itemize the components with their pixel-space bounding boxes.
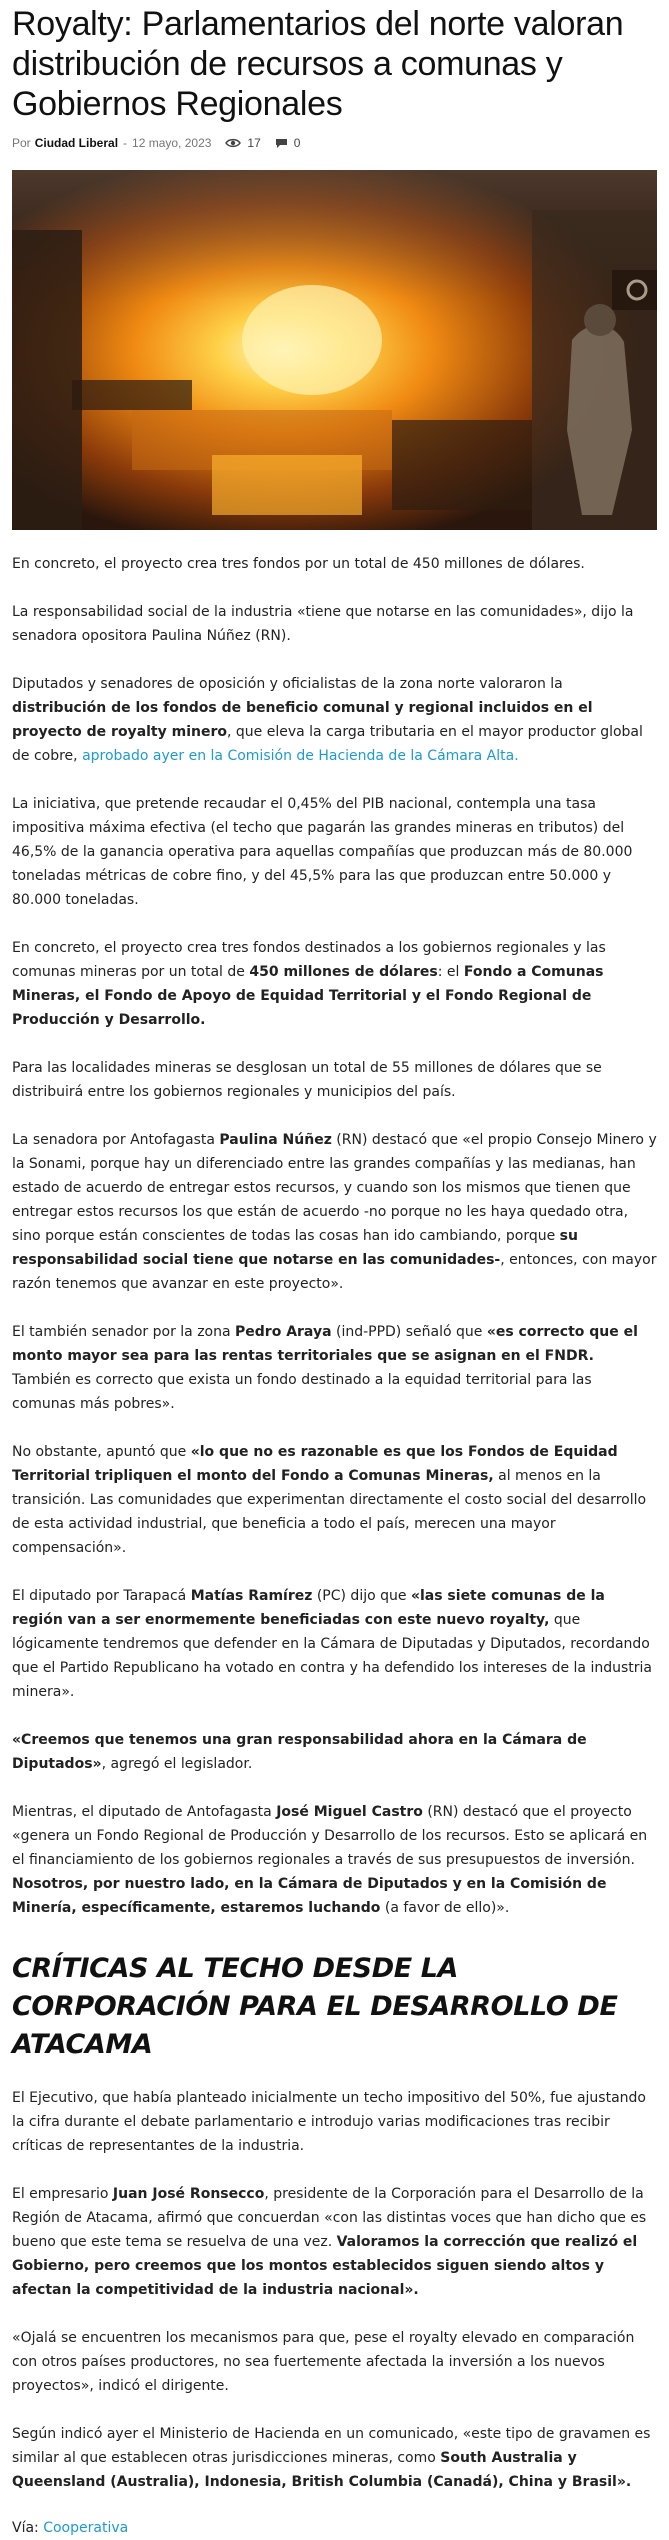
paragraph: El Ejecutivo, que había planteado inicialmente un techo impositivo del 50%, fue ajustando la cifra durante el debate parlamentario e introdujo varias modificaciones tras recibir críticas de representantes de la industria. (12, 2090, 646, 2154)
paragraph: «Ojalá se encuentren los mecanismos para que, pese el royalty elevado en comparación con otros países productores, no sea fuertemente afectada la inversión a los nuevos proyectos», indicó el dirigente. (12, 2330, 635, 2394)
paragraph: La senadora por Antofagasta Paulina Núñez (RN) destacó que «el propio Consejo Minero y la Sonami, porque hay un diferenciado entre las grandes compañías y las medianas, han estado de acuerdo de entregar estos recursos, y cuando son los mismos que tienen que entregar estos recursos los que están de acuerdo -no porque no les haya quedado otra, sino porque están conscientes de todas las cosas han ido cambiando, porque su responsabilidad social tiene que notarse en las comunidades-, entonces, con mayor razón tenemos que avanzar en este proyecto». (12, 1132, 657, 1292)
hacienda-commission-link[interactable]: aprobado ayer en la Comisión de Hacienda de la Cámara Alta. (82, 748, 519, 764)
author-link[interactable]: Ciudad Liberal (34, 136, 119, 150)
meta-separator: - (123, 136, 128, 150)
by-label: Por (12, 136, 31, 150)
via-label: Vía: (12, 2520, 44, 2536)
eye-icon (225, 138, 241, 148)
paragraph: En concreto, el proyecto crea tres fondos por un total de 450 millones de dólares. (12, 556, 585, 572)
article-body (12, 552, 657, 2540)
comment-icon (275, 138, 288, 149)
views-count (225, 136, 260, 150)
article-hero-image (12, 170, 657, 530)
section-heading: CRÍTICAS AL TECHO DESDE LA CORPORACIÓN PARA EL DESARROLLO DE ATACAMA (12, 1953, 618, 2060)
paragraph: «Creemos que tenemos una gran responsabilidad ahora en la Cámara de Diputados», agregó el legislador. (12, 1732, 587, 1772)
paragraph: La iniciativa, que pretende recaudar el 0,45% del PIB nacional, contempla una tasa impositiva máxima efectiva (el techo que pagarán las grandes mineras en tributos) del 46,5% de la ganancia operativa para aquellas compañías que produzcan más de 80.000 toneladas métricas de cobre fino, y del 45,5% para las que produzcan entre 50.000 y 80.000 toneladas. (12, 796, 633, 908)
paragraph: El empresario Juan José Ronsecco, presidente de la Corporación para el Desarrollo de la Región de Atacama, afirmó que concuerdan «con las distintas voces que han dicho que es bueno que este tema se resuelva de una vez. Valoramos la corrección que realizó el Gobierno, pero creemos que los montos establecidos siguen siendo altos y afectan la competitividad de la industria nacional». (12, 2186, 647, 2298)
paragraph: El también senador por la zona Pedro Araya (ind-PPD) señaló que «es correcto que el monto mayor sea para las rentas territoriales que se asignan en el FNDR. También es correcto que exista un fondo destinado a la equidad territorial para las comunas más pobres». (12, 1324, 638, 1412)
paragraph: Diputados y senadores de oposición y oficialistas de la zona norte valoraron la distribución de los fondos de beneficio comunal y regional incluidos en el proyecto de royalty minero, que eleva la carga tributaria en el mayor productor global de cobre, aprobado ayer en la Comisión de Hacienda de la Cámara Alta. (12, 676, 643, 764)
paragraph: No obstante, apuntó que «lo que no es razonable es que los Fondos de Equidad Territorial tripliquen el monto del Fondo a Comunas Mineras, al menos en la transición. Las comunidades que experimentan directamente el costo social del desarrollo de esta actividad industrial, que beneficia a todo el país, merecen una mayor compensación». (12, 1444, 647, 1556)
paragraph: La responsabilidad social de la industria «tiene que notarse en las comunidades», dijo la senadora opositora Paulina Núñez (RN). (12, 604, 634, 644)
comments-count[interactable] (275, 136, 301, 150)
article-meta (12, 134, 657, 152)
paragraph: Según indicó ayer el Ministerio de Hacienda en un comunicado, «este tipo de gravamen es similar al que establecen otras jurisdicciones mineras, como South Australia y Queensland (Australia), Indonesia, British Columbia (Canadá), China y Brasil». (12, 2426, 651, 2490)
views-value: 17 (247, 136, 261, 150)
publish-date: 12 mayo, 2023 (132, 136, 212, 150)
paragraph: El diputado por Tarapacá Matías Ramírez (PC) dijo que «las siete comunas de la región van a ser enormemente beneficiadas con este nuevo royalty, que lógicamente tendremos que defender en la Cámara de Diputadas y Diputados, recordando que el Partido Republicano ha votado en contra y ha defendido los intereses de la industria minera». (12, 1588, 652, 1700)
paragraph: Para las localidades mineras se desglosan un total de 55 millones de dólares que se distribuirá entre los gobiernos regionales y municipios del país. (12, 1060, 602, 1100)
source-link[interactable]: Cooperativa (43, 2520, 129, 2536)
source-attribution (12, 2516, 657, 2540)
comments-value: 0 (293, 136, 301, 150)
article-title: Royalty: Parlamentarios del norte valoran distribución de recursos a comunas y Gobiernos Regionales (12, 5, 624, 123)
paragraph: En concreto, el proyecto crea tres fondos destinados a los gobiernos regionales y las comunas mineras por un total de 450 millones de dólares: el Fondo a Comunas Mineras, el Fondo de Apoyo de Equidad Territorial y el Fondo Regional de Producción y Desarrollo. (12, 940, 606, 1028)
paragraph: Mientras, el diputado de Antofagasta José Miguel Castro (RN) destacó que el proyecto «genera un Fondo Regional de Producción y Desarrollo de los recursos. Esto se aplicará en el financiamiento de los gobiernos regionales a través de sus presupuestos de inversión. Nosotros, por nuestro lado, en la Cámara de Diputados y en la Comisión de Minería, específicamente, estaremos luchando (a favor de ello)». (12, 1804, 648, 1916)
